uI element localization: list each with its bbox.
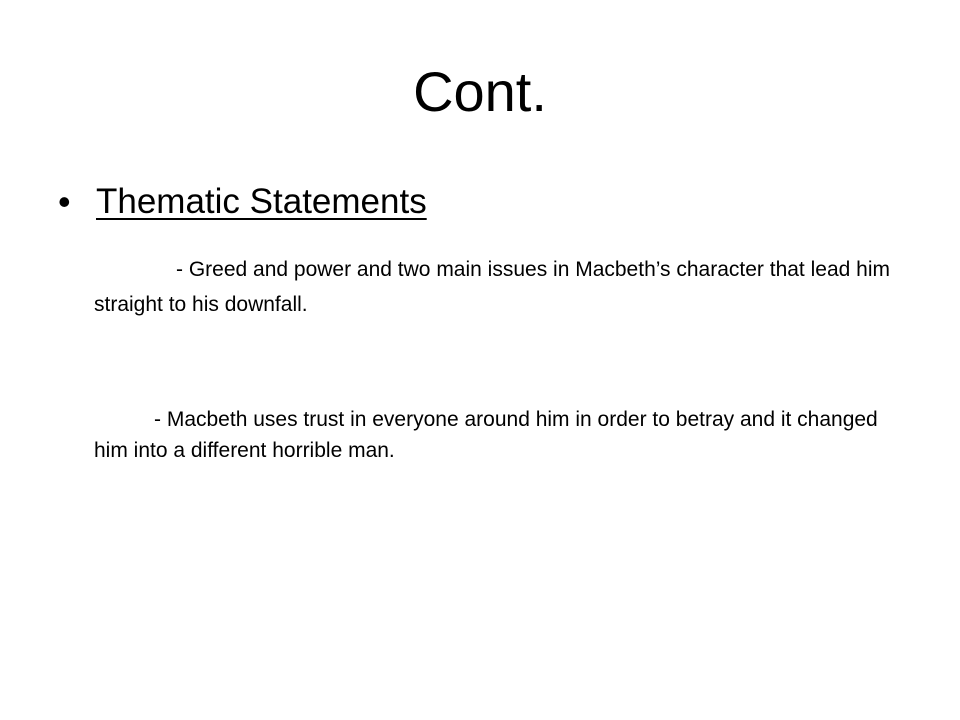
bullet-marker: • bbox=[58, 181, 71, 222]
thematic-statement-1: - Greed and power and two main issues in Macbeth’s character that lead him straight to his downfall. bbox=[94, 258, 890, 316]
slide-title: Cont. bbox=[413, 60, 547, 123]
bullet-heading: Thematic Statements bbox=[96, 182, 427, 221]
bullet-item bbox=[58, 172, 427, 232]
thematic-statement-2: - Macbeth uses trust in everyone around him in order to betray and it changed him into a different horrible man. bbox=[94, 408, 878, 462]
